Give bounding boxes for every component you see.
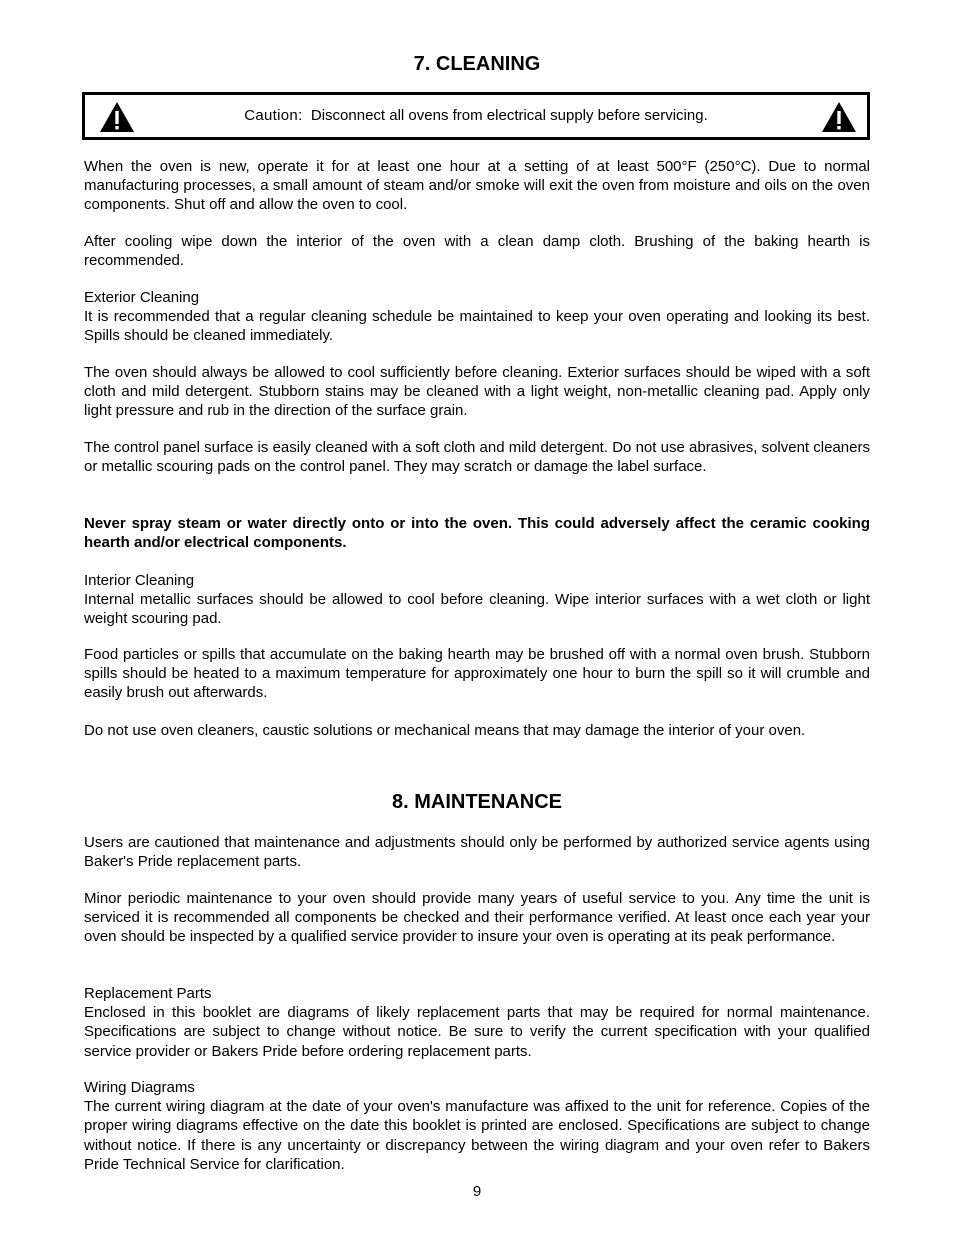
- cleaning-title: 7. CLEANING: [413, 53, 541, 75]
- caution-box: [82, 92, 870, 140]
- interior-cleaning-heading: Interior Cleaning: [84, 572, 195, 589]
- caution-text: Disconnect all ovens from electrical supply before servicing.: [310, 107, 708, 124]
- replacement-parts-section: [84, 984, 870, 1061]
- maintenance-title: 8. MAINTENANCE: [391, 791, 562, 813]
- interior-cleaning-text-1: Internal metallic surfaces should be allowed to cool before cleaning. Wipe interior surfaces with a wet cloth or light weight scouring pad.: [84, 591, 870, 628]
- maintenance-paragraph-2: Minor periodic maintenance to your oven should provide many years of useful service to you. Any time the unit is serviced it is recommended all components be checked and their performance verified. At least once each year your oven should be inspected by a qualified service provider to insure your oven is operating at its peak performance.: [84, 890, 870, 946]
- exterior-cleaning-text-3: The control panel surface is easily cleaned with a soft cloth and mild detergent. Do not use abrasives, solvent cleaners or metallic scouring pads on the control panel. They may scratch or damage the label surface.: [84, 439, 870, 476]
- exterior-cleaning-text-1: It is recommended that a regular cleaning schedule be maintained to keep your oven operating and looking its best. Spills should be cleaned immediately.: [84, 308, 870, 345]
- exterior-cleaning-text-2: The oven should always be allowed to cool sufficiently before cleaning. Exterior surfaces should be wiped with a soft cloth and mild detergent. Stubborn stains may be cleaned with a light weight, non-metallic cleaning pad. Apply only light pressure and rub in the direction of the surface grain.: [84, 364, 870, 420]
- exterior-cleaning-section: [84, 288, 870, 346]
- maintenance-paragraph-1: Users are cautioned that maintenance and adjustments should only be performed by authorized service agents using Baker's Pride replacement parts.: [84, 834, 870, 871]
- interior-cleaning-section: [84, 571, 870, 629]
- caution-message: [85, 107, 867, 124]
- exterior-cleaning-heading: Exterior Cleaning: [84, 289, 200, 306]
- interior-cleaning-text-3: Do not use oven cleaners, caustic solutions or mechanical means that may damage the interior of your oven.: [84, 722, 806, 739]
- caution-label: Caution:: [244, 107, 303, 124]
- wiring-diagrams-section: [84, 1078, 870, 1174]
- cleaning-paragraph-1: When the oven is new, operate it for at least one hour at a setting of at least 500°F (250°C). Due to normal manufacturing processes, a small amount of steam and/or smoke will exit the oven from moisture and oils on the oven components. Shut off and allow the oven to cool.: [84, 158, 870, 214]
- wiring-diagrams-heading: Wiring Diagrams: [84, 1079, 195, 1096]
- replacement-parts-text: Enclosed in this booklet are diagrams of likely replacement parts that may be required for normal maintenance. Specifications are subject to change without notice. Be sure to verify the current specification with your qualified service provider or Bakers Pride before ordering replacement parts.: [84, 1004, 870, 1060]
- warning-triangle-icon: [821, 101, 857, 133]
- cleaning-paragraph-2: After cooling wipe down the interior of the oven with a clean damp cloth. Brushing of the baking hearth is recommended.: [84, 233, 870, 270]
- page-number: 9: [472, 1183, 482, 1200]
- interior-cleaning-text-2: Food particles or spills that accumulate on the baking hearth may be brushed off with a normal oven brush. Stubborn spills should be heated to a maximum temperature for approximately one hour to burn the spill so it will crumble and easily brush out afterwards.: [84, 646, 870, 702]
- wiring-diagrams-text: The current wiring diagram at the date of your oven's manufacture was affixed to the unit for reference. Copies of the proper wiring diagrams effective on the date this booklet is printed are enclosed. Specifications are subject to change without notice. If there is any uncertainty or discrepancy between the wiring diagram and your oven refer to Bakers Pride Technical Service for clarification.: [84, 1098, 870, 1173]
- warning-notice: Never spray steam or water directly onto or into the oven. This could adversely affect the ceramic cooking hearth and/or electrical components.: [84, 515, 870, 552]
- replacement-parts-heading: Replacement Parts: [84, 985, 212, 1002]
